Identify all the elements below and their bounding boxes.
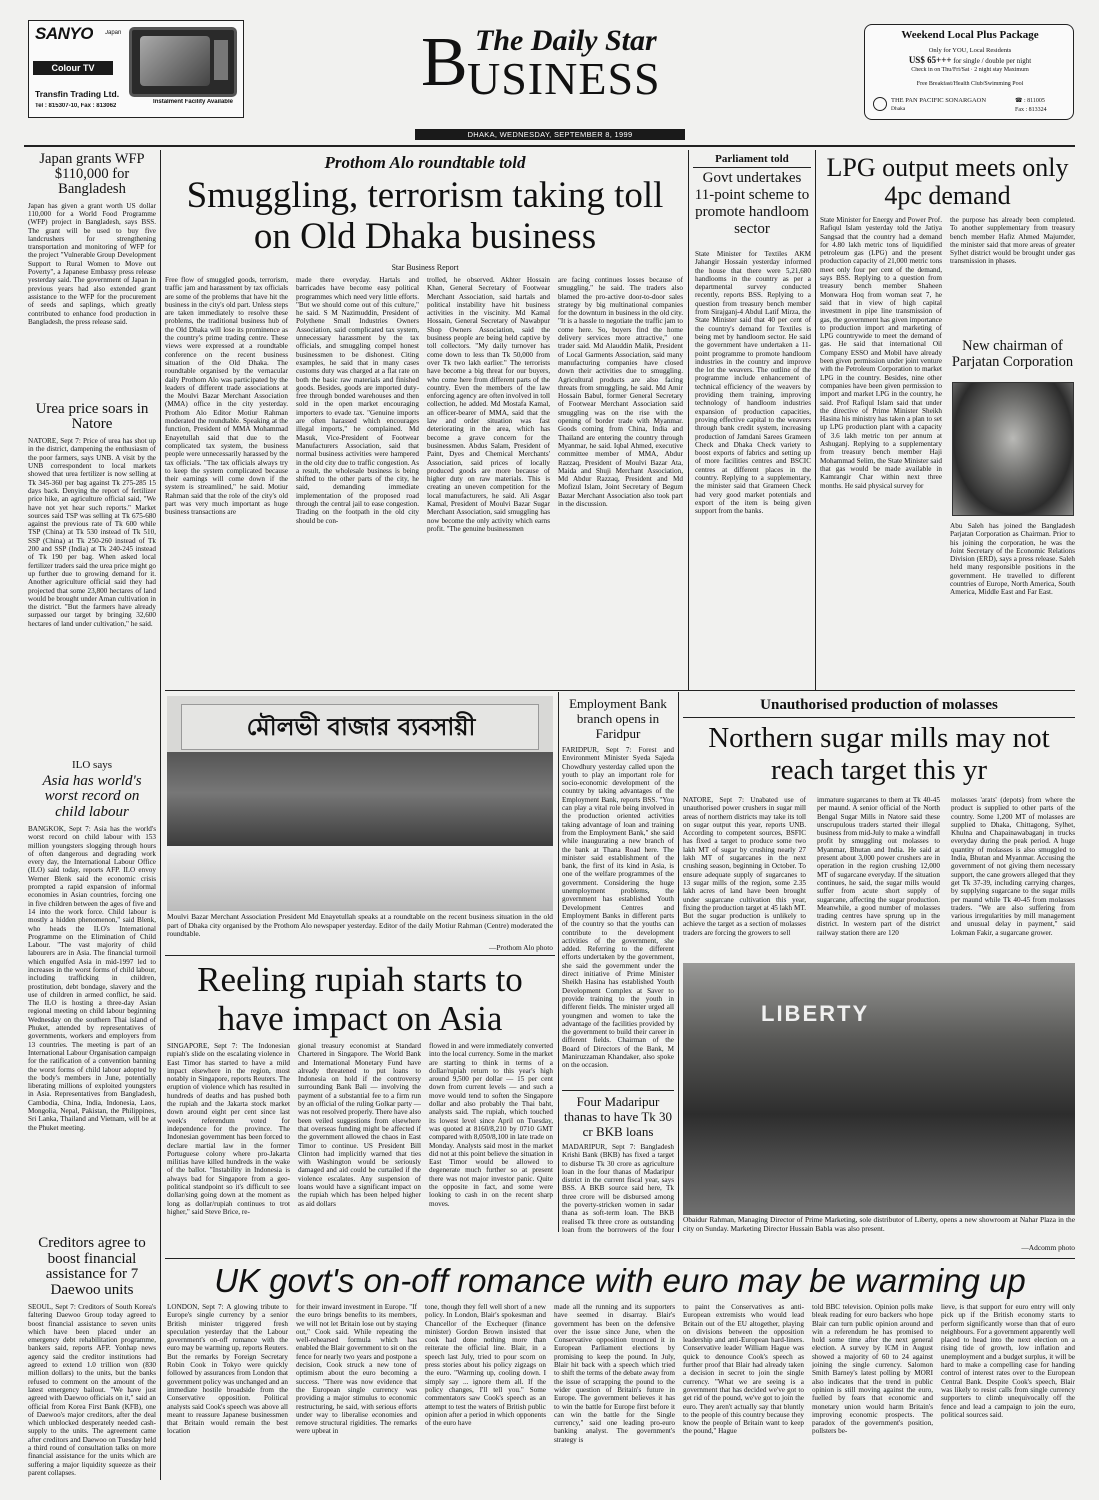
urea-headline: Urea price soars in Natore	[35, 400, 149, 433]
sanyo-origin: Japan	[105, 30, 122, 36]
ilo-kicker: ILO says	[71, 759, 113, 772]
employment-headline: Employment Bank branch opens in Faridpur	[569, 696, 667, 741]
hotel-ad-price-note: for single / double per night	[953, 57, 1032, 65]
japan-headline: Japan grants WFP $110,000 for Bangladesh	[39, 151, 145, 198]
parliament-body: State Minister for Textiles AKM Jahangir Hossain yesterday informed the house that there were 5,21,680 handlooms in the country as per a departmental survey conducted recently, reports BSS. Replying to a question from treasury bench member from Sirajganj-4 Abdul Latif Mirza, the State Minister said that 40 per cent of the country's demand for Textiles is being met by handloom sector. He said the government have undertaken a 11-point programme to promote handloom industries in the country and improve the lot the weavers. The outline of the programme include enhancement of technical efficiency of the weavers by providing them training, improving technology of handloom industries expansion of production capacities, proving effective capital to the weavers through bank credit system, increasing production of Jamdani Sarees Grameen Check and Dhaka Check variety to boost exports of fabrics and setting up of more facilities centres and BSCIC centres at different places in the country. Replying to a supplementary, the minister said that Grameen Check had very good market potentials and export of the item is being given support from the banks.	[695, 250, 811, 516]
molasses-headline: Northern sugar mills may not reach target this yr	[708, 722, 1050, 786]
lpg-body-2: the purpose has already been completed. To another supplementary from treasury bench member Hafiz Ahmed Majumder, the minister said that more areas of greater Sylhet district would be brought under gas transmission in phases.	[950, 216, 1075, 266]
hotel-name: THE PAN PACIFIC SONARGAON	[891, 97, 987, 104]
hotel-city: Dhaka	[891, 106, 906, 112]
center-rule-vertical	[688, 150, 689, 690]
japan-body: Japan has given a grant worth US dollar 110,000 for a World Food Programme (WFP) project in Bangladesh, says BSS. The grant will be used to buy five landcrushers for strengthening transportation and monitoring of WFP for the project "Vulnerable Group Development Support to Rural Women to Move out Poverty", a Japanese Embassy press release yesterday said. The government of Japan in previous years had also extended grant assistance to the WFP for the procurement of seeds and saplings, which greatly contributed to enhance food production in Bangladesh, the press release said.	[28, 201, 156, 326]
urea-body: NATORE, Sept 7: Price of urea has shot up in the district, dampening the enthusiasm of the poor farmers, says UNB. A visit by the UNB correspondent to local markets showed that urea fertilizer is now selling at Tk 345-360 per bag against Tk 275-285 15 days back. Denying the report of fertilizer price hike, an agriculture official said, "We have not yet hear such reports." Market sources said TSP was selling at Tk 675-680 against the previous rate of Tk 600 while TSP (China) at Tk 530 instead of Tk 510, SSP (China) at Tk 250-260 instead of Tk 200 and SSP (India) at Tk 240-245 instead of Tk 190 per bag. When asked local fertilizer traders said the urea price might go up further due to growing demand for it. Another agriculture official said they had projected that some 23,800 hectares of land would be brought under Aman cultivation in the district. "But the farmers have already surpassed our target by bringing 32,600 hectares of land under cultivation," he said.	[28, 437, 156, 628]
molasses-col-3: molasses 'arats' (depots) from where the product is supplied to other parts of the country. Some 1,200 MT of molasses are supplied to Dhaka, Chittagong, Sylhet, Khulna and Chapainawabaganj in trucks everyday during the peak period. A huge quantity of molasses is also smuggled to India, Bhutan and Myanmar. Accusing the government of not giving them necessary support, the cane growers alleged that they get Tk 37-39, including carrying charges, by supplying sugarcane to the sugar mills per maund while Tk 40-45 from molasses traders. "We are also suffering from various irregularities by mill management and unusual delay in payment," said Lokman Fakir, a sugarcane grower.	[951, 796, 1075, 937]
sanyo-ad[interactable]	[28, 20, 244, 118]
left-col-rule	[160, 150, 161, 1480]
smuggling-byline: Star Business Report	[391, 263, 459, 272]
rupiah-top-rule	[165, 955, 555, 956]
roundtable-credit: —Prothom Alo photo	[488, 943, 553, 952]
lpg-headline: LPG output meets only 4pc demand	[826, 154, 1069, 210]
dateline-bar	[415, 129, 685, 140]
parliament-rule	[815, 150, 816, 690]
rupiah-col-1: SINGAPORE, Sept 7: The Indonesian rupiah's slide on the escalating violence in East Timor has started to have a mild impact elsewhere in the region, most notably in Singapore, reports Reuters. The eruption of violence which has resulted in hundreds of deaths and has pushed both the rupiah and the Jakarta stock market down around eight per cent since last week's referendum voted for independence for the province. The Indonesian government has been forced to declare martial law in the former Portuguese colony where pro-Jakarta militias have killed hundreds in the wake of the ballot. "Instability in Indonesia is always bad for Singapore from a geo-political standpoint so it's difficult to see dollar/sing going down at the moment as long as dollar/rupiah continues to trot higher," said Steve Brice, re-	[167, 1042, 290, 1216]
dateline: DHAKA, WEDNESDAY, SEPTEMBER 8, 1999	[467, 130, 633, 139]
masthead-main-title-full	[0, 0, 1, 1]
smuggling-col-3: trolled, he observed. Akhter Hossain Khan, General Secretary of Footwear Merchant Association, said hartals and political instability have hit business activities in the viscinity. Md Kamal Hossain, General Secretary of Nawabpur Shop Owners Association, said the business people are being held captive by toll collectors. "My daily turnover has come down to less than Tk 50,000 from over Tk two lakh earlier." The terrorists have become a big threat for our buyers, who come here from different parts of the country. Even the members of the law enforcing agency are often involved in toll collection, he added. Md Mostafa Kamal, an officer-bearer of MMA, said that the law and order situation was fast deteriorating in the area, which has become a grave concern for the businessmen. Abdus Salam, President of Paint, Dyes and Chemical Merchants' Association, said prices of locally produced goods are more because of higher duty on raw materials. This is creating an uneven competition for the local manufacturers, he said. Ali Asgar Kamal, President of Moulvi Bazar Sugar Merchant Association, said smuggling has now become the only activity which earns profit. "The genuine businessmen	[427, 276, 550, 533]
rupiah-col-3: flowed in and were immediately converted into the local currency. Some in the market are starting to think in terms of a dollar/rupiah return to this year's high around 9,500 per dollar — 15 per cent down from current levels — and such a move would tend to soften the Singapore dollar and also probably the Thai baht, analysts said. The rupiah, which touched its lowest level since April on Tuesday, was quoted at 8160/8,210 by 0710 GMT compared with 8,050/8,100 in late trade on Monday. Analysts said most in the market did not at this point believe the situation in East Timor would be allowed to degenerate much further so at present there was not major investor panic. Quite the opposite in fact, and some were looking to cash in on the recent sharp moves.	[429, 1042, 553, 1208]
roundtable-photo	[167, 696, 553, 911]
hotel-ad-line1: Only for YOU, Local Residents	[928, 47, 1012, 54]
ilo-body: BANGKOK, Sept 7: Asia has the world's worst record on child labour with 153 million youngsters slogging through hours of often dangerous and degrading work every day, the International Labour Office (ILO) said today, reports AFP. ILO envoy Werner Blenk said the economic crisis prompted a rapid expansion of informal economies in Asian countries, forcing one in five children between the ages of five and 14 into the work force. Child labour is mostly a hidden phenomenon," said Blenk, who heads the ILO's International Programme on the Elimination of Child Labour. "The vast majority of child labourers are in Asia. The financial turmoil which engulfed Asia in mid-1997 led to increases in the worst forms of child labour, including trafficking in children, prostitution, debt bondage, slavery and the use of children in armed conflict, he said. The ILO is hosting a three-day Asian regional meeting on child labour beginning Wednesday on the southern Thai island of Phuket, attended by representatives of governments, workers and employers from 13 countries. The meeting is part of an International Labour Organisation campaign for the ratification of a convention banning the worst forms of child labour adopted by the body's members in June, potentially liberating millions of exploited youngsters in Asia. Representatives from Bangladesh, Cambodia, China, India, Indonesia, Laos, Mongolia, Nepal, Pakistan, the Philippines, Sri Lanka, Thailand and Vietnam, will be at the Phuket meeting.	[28, 824, 156, 1132]
euro-col-2: for their inward investment in Europe. "If the euro brings benefits to its members, we will not let Britain lose out by staying out," Cook said. While repeating the well-rehearsed formula which has enabled the Blair government to sit on the fence for nearly two years and postpone a decision, Cook struck a new tone of optimism about the euro becoming a success. "There was now evidence that the European single currency was providing a major stimulus to economic restructuring, he said, with serious efforts under way to liberalise economies and remove structural rigidities. The remarks were upbeat in	[296, 1303, 417, 1436]
parliament-kicker: Parliament told	[693, 153, 811, 168]
euro-col-4: made all the running and its supporters have seemed in disarray. Blair's government has been on the defensive over the issue since June, when the Conservative opposition trounced it in European Parliament elections by promising to keep the pound. In July, Blair hit back with a speech which tried to shift the terms of the debate away from the issue of scrapping the pound to the wider question of Britain's future in Europe. The government believes it has to win the battle for Europe first before it can win the battle for the Single currency," said one leading pro-euro banking analyst. The government's strategy is	[554, 1303, 675, 1444]
masthead-logo-b: B	[421, 28, 468, 98]
smuggling-col-4: are facing continues losses because of smuggling," he said. The traders also blamed the pro-active door-to-door sales strategy by big multinational companies for the downturn in business in the old city. "It is a hassle to negotiate the traffic jam to come here. So, buyers find the home delivery services more attractive," one trader said. Md Alauddin Malik, President of Local Garments Association, said many manufacturing companies have closed down their activities due to smuggling. Agricultural products are also facing threats from smuggling, he said. Md Amir Hossain Babul, former General Secretary of Footwear Merchant Association said smuggling was on the rise with the opening of border trade with Myanmar. Goods coming from China, India and Thailand are entering the country through Myanmar, he said. Iqbal Ahmed, executive committee member of MMA, Abdur Razzaq, President of Moulvi Bazar Ata, Maida and Shuji Merchant Association, Md Abdur Razzaq, President and Md Mofizul Islam, Joint Secretary of Begum Bazar Merchant Association also took part in the discussion.	[558, 276, 683, 509]
employment-rule	[678, 692, 679, 1232]
hotel-ad-line4: Free Breakfast/Health Club/Swimming Pool	[916, 81, 1024, 87]
smuggling-col-1: Free flow of smuggled goods, terrorism, traffic jam and harassment by tax officials are some of the problems that have hit the business in the city's old part. Unless steps are taken immediately to resolve these problems, the traditional business hub of the Old Dhaka will lose its prominence as the country's prime trading centre. These views were expressed at a roundtable conference on the recent business situation of the Old Dhaka. The roundtable organised by the vernacular daily Prothom Alo was participated by the leaders of different trade associations at the Moulvi Bazar Merchant Association (MMA) office in the city yesterday. Prothom Alo Editor Motiur Rahman moderated the roundtable. Speaking at the function, President of MMA Mohammad Enayetullah said that due to the complicated tax system, the business people were unnecessarily harassed by the tax officials. "The tax officials always try to keep the system complicated because their earnings will come down if the system is streamlined," he said. Motiur Rahman said that the role of the city's old part was very much important as huge business transactions are	[165, 276, 288, 517]
sanyo-dealer: Transfin Trading Ltd.	[35, 89, 120, 99]
liberty-photo	[683, 963, 1075, 1215]
euro-top-rule	[165, 1258, 1075, 1259]
madaripur-headline: Four Madaripur thanas to have Tk 30 cr BKB loans	[562, 1090, 674, 1139]
smuggling-kicker: Prothom Alo roundtable told	[324, 153, 526, 172]
euro-col-1: LONDON, Sept 7: A glowing tribute to Europe's single currency by a senior British minister triggered fresh speculation yesterday that the Labour government's on-off romance with the euro may be warming up, reports Reuters. But the remarks by Foreign Secretary Robin Cook in Tokyo were quickly followed by assurances from London that government policy was unchanged and an immediate hostile broadside from the Conservative opposition. Political analysts said Cook's speech was above all meant to reassure Japanese businessmen that Britain would remain the best location	[167, 1303, 288, 1436]
liberty-caption: Obaidur Rahman, Managing Director of Prime Marketing, sole distributor of Liberty, opens a new showroom at Nahar Plaza in the city on Sunday. Marketing Director Hussain Babla was also present.	[683, 1216, 1075, 1233]
hotel-tel: ☎ : 811005	[1015, 98, 1045, 104]
smuggling-col-2: made there everyday. Hartals and barricades have become easy political programmes which need very little efforts. "But we should come out of this culture," he said. S M Nazimuddin, President of Polythene Small Industries Owners Association, said complicated tax system, unnecessary harassment by the tax officials, and smuggling compel honest businessmen to be dishonest. Citing examples, he said that in many cases customs duty was charged at a flat rate on both the basic raw materials and finished goods. Besides, goods are imported duty-free through bonded warehouses and then sold in the open market encouraging importers to evade tax. "Genuine imports are often harassed which encourages illegal imports," he complained. Md Masuk, Vice-President of Footwear Manufacturers Association, said that normal business activities were hampered in the old city due to traffic congestion. As a result, the wholesale business is being shifted to the other parts of the city, he said, demanding immediate implementation of the proposed road through the central jail to ease congestion. Trading on the footpath in the old city should be con-	[296, 276, 419, 525]
euro-col-3: tone, though they fell well short of a new policy. In London, Blair's spokesman and Chancellor of the Exchequer (finance minister) Gordon Brown insisted that cook had done nothing more than reiterate the official line. Blair, in a speech last July, tried to pour scorn on press stories about his policy zigzags on the euro. "Warming up, cooling down. I simply say ... ignore them all. If the policy changes, I'll tell you." Some commentators saw Cook's speech as an attempt to test the waters of British public opinion after a period in which opponents of the euro have	[425, 1303, 546, 1428]
sanyo-offer: Instalment Facility Available	[153, 99, 233, 105]
hotel-ad-price: US$ 65+++	[908, 55, 952, 65]
roundtable-banner-text: মৌলভী বাজার ব্যবসায়ী	[246, 713, 476, 741]
roundtable-caption: Moulvi Bazar Merchant Association President Md Enayetullah speaks at a roundtable on the recent business situation in the old part of Dhaka city organised by the Prothom Alo newspaper yesterday. Editor of the daily Motiur Rahman (Centre) moderated the roundtable.	[167, 913, 553, 939]
masthead-main-title: USINESS	[467, 56, 661, 102]
roundtable-table	[167, 846, 553, 911]
ilo-headline: Asia has world's worst record on child labour	[42, 772, 142, 821]
left-column	[28, 150, 156, 1480]
rupiah-col-2: gional treasury economist at Standard Chartered in Singapore. The World Bank and International Monetary Fund have already threatened to put loans to Indonesia on hold if the controversy surrounding Bank Bali — involving the payment of a substantial fee to a firm run by an official of the ruling Golkar party — was not resolved properly. There have also been veiled suggestions from elsewhere that overseas funding might be affected if the government allowed the chaos in East Timor to continue. US President Bill Clinton had implicitly warned that ties with Washington would be seriously damaged and aid could be curtailed if the violence escalates. Any suspension of loans would have a significant impact on the rupiah which has been helped higher as aid dollars	[298, 1042, 421, 1208]
roundtable-banner	[181, 704, 539, 750]
parjatan-portrait	[952, 382, 1074, 516]
daewoo-headline: Creditors agree to boost financial assistance for 7 Daewoo units	[38, 1234, 146, 1299]
masthead	[415, 18, 685, 128]
top-rule	[24, 145, 1075, 147]
parjatan-headline: New chairman of Parjatan Corporation	[951, 338, 1074, 370]
rupiah-headline: Reeling rupiah starts to have impact on Asia	[197, 960, 523, 1038]
hotel-ad-title: Weekend Local Plus Package	[901, 29, 1039, 41]
euro-col-5: to paint the Conservatives as anti-European extremists who would lead Britain out of the EU altogether, playing on divisions between the opposition leadership and anti-European hard-liners. Conservative leader William Hague was quick to denounce Cook's speech as further proof that Blair had already taken a decision in secret to join the single currency. "What we are seeing is a government that has decided we've got to get rid of the pound, we've got to join the euro. They aren't actually say that bluntly to the people of this country because they know the people of Britain want to keep the pound," Hague	[683, 1303, 804, 1436]
parjatan-body: Abu Saleh has joined the Bangladesh Parjatan Corporation as Chairman. Prior to his joining the corporation, he was the Joint Secretary of the Economic Relations Division (ERD), says a press release. Saleh held many responsible positions in the government. He travelled to different countries of Europe, North America, South America, Middle East and Far East.	[950, 522, 1075, 597]
sanyo-logo: SANYO	[35, 24, 93, 43]
sanyo-product-label: Colour TV	[33, 61, 113, 75]
employment-body: FARIDPUR, Sept 7: Forest and Environment Minister Syeda Sajeda Chowdhury yesterday called upon the youth to play an important role for socio-economic development of the country by taking advantages of the Employment Bank, reports BSS. "You can play a vital role being involved in the production oriented activities taking advantage of loan and training from the Employment Bank," she said while inaugurating a new branch of the bank at Thana Road here. The minister said establishment of the bank, the first of its kind in Asia, is one of the welfare programmes of the government. Considering the huge unemployment problems, the government has established Youth Development Centres and Employment Banks in different parts of the country so that the youths can contribute to the development activities of the government, she added. Referring to the different efforts undertaken by the government, she said the government under the direct initiative of Prime Minister Sheikh Hasina has established Youth Development Complex at Saver to provide training to the youth in different fields. The minister urged all youngmen and women to take the advantage of the facilities provided by the government to build their career in different fields. Chairman of the Board of Directors of the Bank, M Maniruzzaman Khandaker, also spoke on the occasion.	[562, 746, 674, 1070]
euro-col-7: lieve, is that support for euro entry will only pick up if the British economy starts to perform significantly worse than that of euro neighbours. For a government apparently well placed to head into the next election on a rising tide of growth, low inflation and unemployment and a budget surplus, it will be hard to make a compelling case for handing control of interest rates over to the European Central Bank. Despite Cook's speech, Blair was likely to resist calls from single currency supporters to climb unequivocally off the fence and lead a campaign to join the euro, political sources said.	[941, 1303, 1075, 1419]
sanyo-contact: Tel : 815307-10, Fax : 813062	[35, 103, 117, 109]
smuggling-headline: Smuggling, terrorism taking toll on Old Dhaka business	[186, 175, 664, 257]
hotel-ad[interactable]	[864, 24, 1074, 120]
molasses-kicker: Unauthorised production of molasses	[683, 697, 1075, 718]
photo1-rule	[558, 692, 559, 1232]
masthead-top-title: The Daily Star	[475, 24, 657, 57]
lpg-body: State Minister for Energy and Power Prof. Rafiqul Islam yesterday told the Jatiya Sangsad that the country had a demand for 4.80 lakh metric tons of liquidified petroleum gas (LPG) and the present production capacity of 21,000 metric tons meet only four per cent of the demand, says BSS. Replying to a question from treasury bench member Shaheen Monwara Hoq from woman seat 7, he said that in view of high capital investment in pipe line transmission of gas, the government has given importance to production import and marketing of LPG countrywide to meet the demand of gas. He said that international Oil Company ESSO and Mobil have already been given permission under joint venture with the Petroleum Corporation to market LPG in the country. Besides, nine other companies have been given permission to import and market LPG in the country, he said. Prof Rafiqul Islam said that under the directive of Prime Minister Sheikh Hasina his ministry has taken a plan to set up LPG production plant with a capacity of 3.6 lakh metric ton per annum at Ashuganj. Replying to a supplementary from treasury bench member Haji Mohammad Selim, the State Minister said that gas would be made available in Kamrangir Char within next three months. He said physical survey for	[820, 216, 942, 490]
daewoo-body: SEOUL, Sept 7: Creditors of South Korea's faltering Daewoo Group today agreed to boost financial assistance to seven units which have been placed under an emergency debt rehabilitation programme, bankers said, reports AFP. Yonhap news agency said the creditor institutions had agreed to extend 1.0 trillion won (830 million dollars) to the units, but the banks refused to comment on the amount of the latest emergency bailout. "We have just agreed with Daewoo officials on it," said an official from Korea First Bank (KFB), one of Daewoo's major creditors, after the deal which unblocked desperately needed cash-supply to the units. The agreement came after creditors and Daewoo on Tuesday held a third round of consultation talks on more financial assistance for the units which are suffering a major liquidity squeeze as their parent collapses.	[28, 1302, 156, 1477]
euro-headline: UK govt's on-off romance with euro may be warming up	[214, 1262, 1026, 1299]
mid-rule-horizontal	[165, 690, 1075, 691]
liberty-sign: LIBERTY	[761, 1001, 870, 1026]
molasses-col-2: immature sugarcanes to them at Tk 40-45 per maund. A senior official of the North Bengal Sugar Mills in Natore said these unscrupulous traders started their illegal business from mid-July to make a windfall profit by smuggling out molasses to Myanmar, Bhutan and India. He said at present about 3,000 power crushers are in operation in the region crushing 12,000 MT of sugarcane everyday. If the situation continues, he said, the sugar mills would suffer from acute short supply of sugarcane, affecting the sugar production. Meanwhile, a good number of molasses trading centres have sprung up in the district. In western part of the district railway station there are 120	[817, 796, 940, 937]
tv-set-icon	[129, 27, 237, 97]
hotel-ad-price-row	[865, 55, 1074, 65]
liberty-credit: —Adcomm photo	[1021, 1243, 1075, 1252]
madaripur-body: MADARIPUR, Sept 7: Bangladesh Krishi Bank (BKB) has fixed a target to disburse Tk 30 crore as agriculture loan in the four thanas of Madaripur district in the current fiscal year, says BSS. A BKB source said here, Tk three crore will be disbursed among the poverty-stricken women in sadar thana as soft-term loan. The BKB realised Tk three crore as outstanding loan from the borrowers of the four	[562, 1143, 674, 1233]
parliament-headline: Govt undertakes 11-point scheme to promote handloom sector	[694, 170, 810, 237]
hotel-ad-line3: Check in on Thu/Fri/Sat · 2 night stay Maximum	[911, 67, 1029, 73]
euro-col-6: told BBC television. Opinion polls make bleak reading for euro backers who hope Blair can turn public opinion around and win a referendum he has promised to hold some time after the next general election. A survey by ICM in August showed a majority of 60 to 24 against joining the single currency. Salomon Smith Barney's latest polling by MORI also indicates that the trend in public opinion is still moving against the euro, fuelled by fears that economic and monetary union would harm Britain's improving economic prospects. The paradox of the government's position, pollsters be-	[812, 1303, 933, 1436]
molasses-col-1: NATORE, Sept 7: Unabated use of unauthorised power crushers in sugar mill areas of northern districts may take its toll on sugar output this year, reports UNB. According to competent sources, BSFIC has fixed a target to produce some two lakh MT of sugar by crushing nearly 27 lakh MT of sugarcanes in the next crushing season, beginning in October. To ensure adequate supply of sugarcanes to 13 sugar mills of the region, some 2.35 lakh acres of land have been brought under sugarcane cultivation this year, fixing the production target at 45 lakh MT. But the sugar production is unlikely to achieve the target as a section of molasses traders are forcing the growers to sell	[683, 796, 806, 937]
hotel-fax: Fax : 813324	[1015, 107, 1047, 113]
hotel-logo-icon	[873, 97, 887, 111]
